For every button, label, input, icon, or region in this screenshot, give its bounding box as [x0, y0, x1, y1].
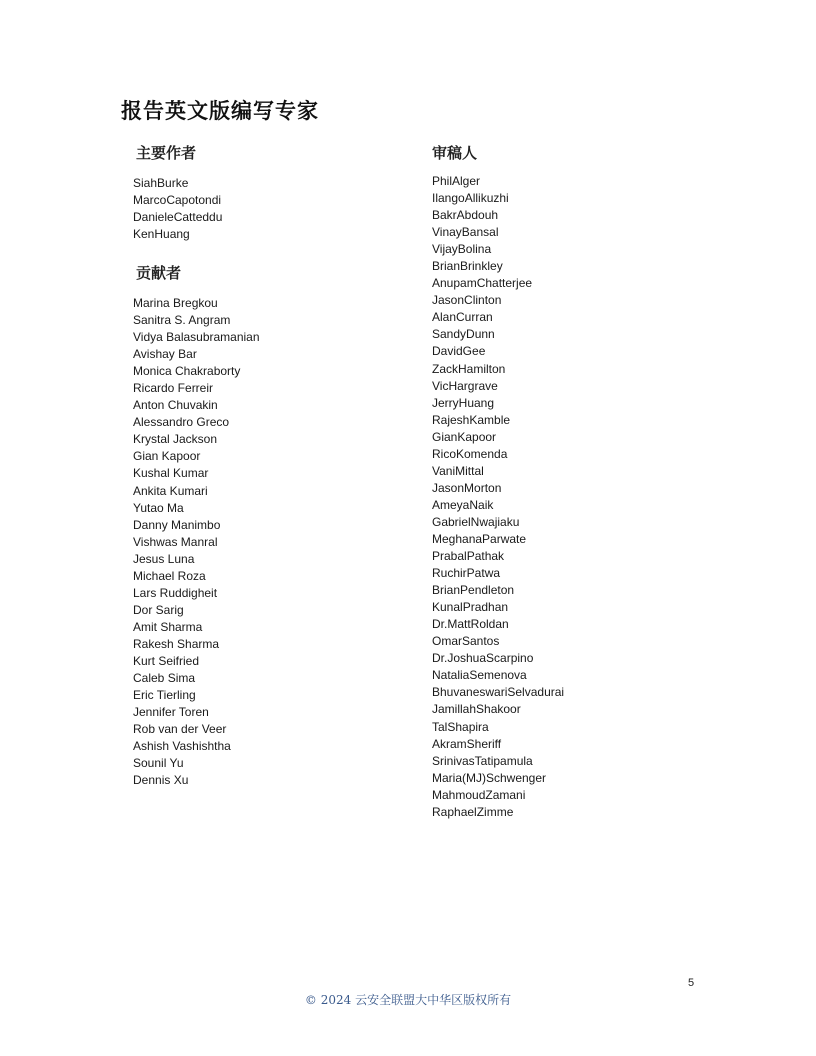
- contributor-name: Dennis Xu: [133, 773, 189, 788]
- contributors-heading: 贡献者: [136, 264, 182, 282]
- contributor-name: Rakesh Sharma: [133, 636, 220, 651]
- contributor-name: Kurt Seifried: [133, 653, 200, 668]
- reviewer-name: BrianPendleton: [432, 583, 515, 598]
- reviewer-name: JamillahShakoor: [432, 702, 521, 717]
- reviewer-name: AkramSheriff: [432, 736, 502, 751]
- contributor-name: Jennifer Toren: [133, 705, 209, 720]
- reviewer-name: MahmoudZamani: [432, 787, 526, 802]
- contributor-name: Ankita Kumari: [133, 483, 208, 498]
- reviewer-name: JasonClinton: [432, 293, 502, 308]
- reviewer-name: RajeshKamble: [432, 412, 511, 427]
- reviewer-name: VicHargrave: [432, 378, 498, 393]
- reviewer-name: AmeyaNaik: [432, 497, 494, 512]
- contributor-name: Sounil Yu: [133, 756, 184, 771]
- contributor-name: Alessandro Greco: [133, 415, 230, 430]
- reviewer-name: OmarSantos: [432, 634, 500, 649]
- reviewer-name: GabrielNwajiaku: [432, 514, 520, 529]
- contributor-name: Rob van der Veer: [133, 722, 227, 737]
- reviewer-name: ZackHamilton: [432, 361, 506, 376]
- reviewer-name: JerryHuang: [432, 395, 495, 410]
- reviewers-list: [432, 173, 564, 821]
- reviewers-heading: 审稿人: [432, 144, 478, 162]
- contributor-name: Anton Chuvakin: [133, 398, 218, 413]
- contributor-name: Monica Chakraborty: [133, 364, 241, 379]
- contributor-name: Marina Bregkou: [133, 296, 218, 310]
- reviewer-name: GianKapoor: [432, 429, 497, 444]
- reviewer-name: RicoKomenda: [432, 446, 508, 461]
- contributor-name: Kushal Kumar: [133, 466, 209, 481]
- reviewer-name: PhilAlger: [432, 174, 481, 188]
- contributor-name: Danny Manimbo: [133, 517, 221, 532]
- contributor-name: Ricardo Ferreir: [133, 381, 214, 396]
- reviewer-name: SrinivasTatipamula: [432, 753, 533, 768]
- authors-list: [133, 175, 222, 243]
- reviewer-name: Dr.JoshuaScarpino: [432, 651, 534, 666]
- reviewer-name: KunalPradhan: [432, 600, 509, 615]
- reviewer-name: JasonMorton: [432, 480, 502, 495]
- reviewer-name: IlangoAllikuzhi: [432, 191, 509, 206]
- contributor-name: Lars Ruddigheit: [133, 585, 218, 600]
- author-name: DanieleCatteddu: [133, 210, 223, 225]
- reviewer-name: TalShapira: [432, 719, 489, 734]
- contributor-name: Dor Sarig: [133, 602, 184, 617]
- reviewer-name: Maria(MJ)Schwenger: [432, 770, 547, 785]
- contributor-name: Sanitra S. Angram: [133, 313, 231, 328]
- footer-copyright: © 2024 云安全联盟大中华区版权所有: [304, 993, 512, 1007]
- reviewer-name: RuchirPatwa: [432, 566, 501, 581]
- contributor-name: Eric Tierling: [133, 688, 196, 703]
- author-name: MarcoCapotondi: [133, 193, 222, 208]
- reviewer-name: AlanCurran: [432, 310, 493, 325]
- reviewer-name: BakrAbdouh: [432, 208, 499, 223]
- contributor-name: Vidya Balasubramanian: [133, 330, 260, 345]
- reviewer-name: DavidGee: [432, 344, 486, 359]
- contributor-name: Caleb Sima: [133, 671, 196, 686]
- reviewer-name: MeghanaParwate: [432, 531, 527, 546]
- contributor-name: Krystal Jackson: [133, 432, 218, 447]
- contributor-name: Jesus Luna: [133, 551, 195, 566]
- contributor-name: Amit Sharma: [133, 619, 203, 634]
- contributors-list: [133, 295, 260, 789]
- authors-heading: 主要作者: [136, 144, 197, 162]
- reviewer-name: BrianBrinkley: [432, 259, 503, 274]
- reviewer-name: Dr.MattRoldan: [432, 617, 509, 632]
- reviewer-name: VijayBolina: [432, 242, 492, 257]
- contributor-name: Michael Roza: [133, 568, 206, 583]
- reviewer-name: VinayBansal: [432, 225, 499, 240]
- page-title: 报告英文版编写专家: [121, 99, 319, 123]
- reviewer-name: VaniMittal: [432, 463, 484, 478]
- reviewer-name: PrabalPathak: [432, 549, 505, 564]
- reviewer-name: SandyDunn: [432, 327, 495, 342]
- reviewer-name: BhuvaneswariSelvadurai: [432, 685, 565, 700]
- contributor-name: Ashish Vashishtha: [133, 739, 231, 754]
- contributor-name: Vishwas Manral: [133, 534, 218, 549]
- author-name: SiahBurke: [133, 176, 189, 190]
- contributor-name: Yutao Ma: [133, 500, 184, 515]
- contributor-name: Gian Kapoor: [133, 449, 201, 464]
- author-name: KenHuang: [133, 227, 190, 242]
- contributor-name: Avishay Bar: [133, 347, 197, 362]
- page-number: 5: [688, 977, 695, 989]
- reviewer-name: AnupamChatterjee: [432, 276, 533, 291]
- reviewer-name: RaphaelZimme: [432, 804, 514, 819]
- reviewer-name: NataliaSemenova: [432, 668, 527, 683]
